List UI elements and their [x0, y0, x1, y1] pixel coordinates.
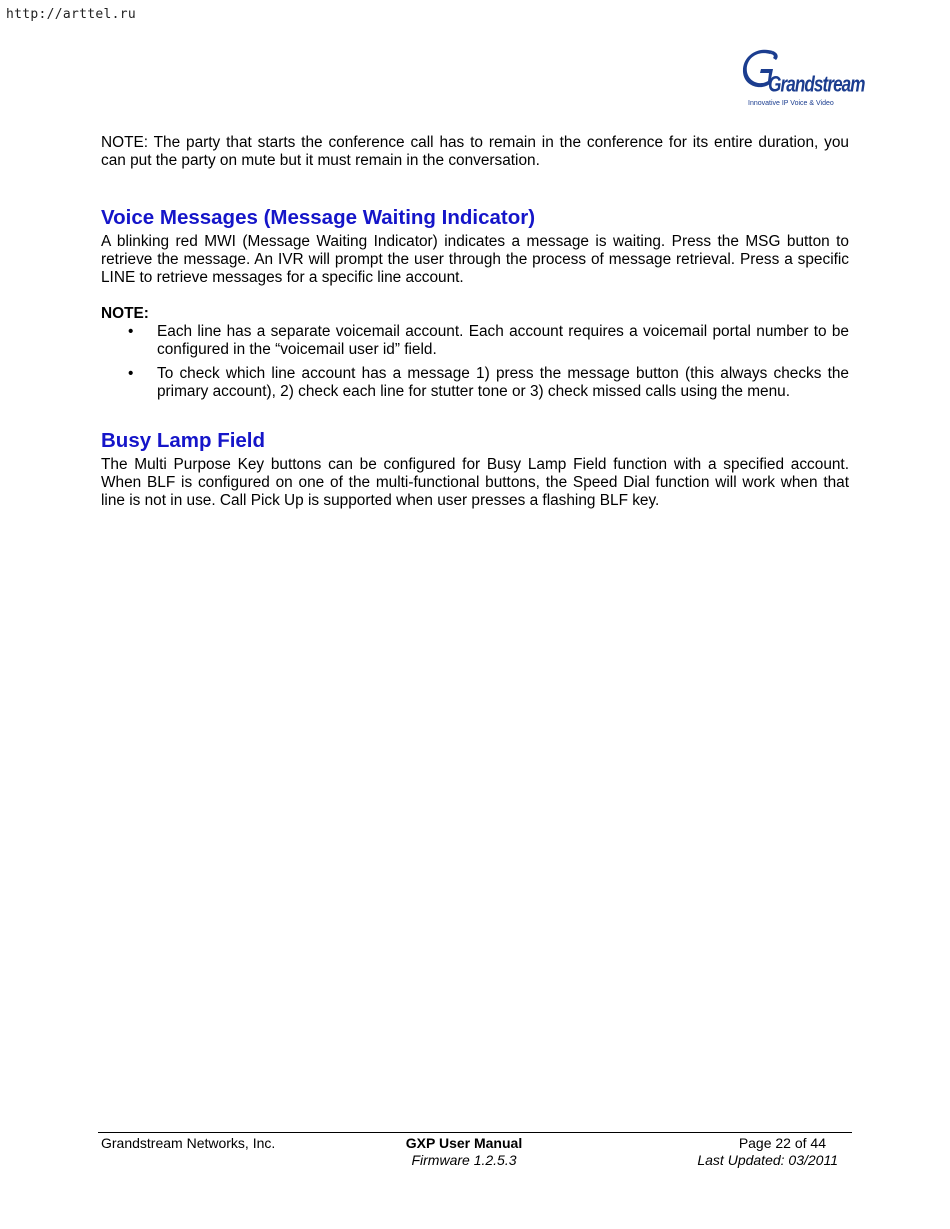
list-item — [101, 323, 849, 359]
grandstream-logo-graphic — [742, 48, 865, 110]
grandstream-logo — [742, 48, 865, 110]
footer-page-number: Page 22 of 44 — [738, 1135, 826, 1151]
footer-firmware: Firmware 1.2.5.3 — [411, 1152, 517, 1168]
conference-note: NOTE: The party that starts the conference call has to remain in the conference for its entire duration, you can put the party on mute but it must remain in the conversation. — [101, 134, 849, 169]
voice-messages-paragraph: A blinking red MWI (Message Waiting Indicator) indicates a message is waiting. Press the MSG button to retrieve the message. An IVR will prompt the user through the process of message retrieval. Press a specific LINE to retrieve messages for a specific line account. — [101, 233, 849, 286]
bullet-icon: • — [128, 365, 134, 382]
footer-page-info — [660, 1135, 838, 1169]
footer-company-name: Grandstream Networks, Inc. — [101, 1135, 276, 1151]
footer-manual-info — [380, 1135, 548, 1169]
section-heading-busy-lamp-field: Busy Lamp Field — [101, 429, 266, 452]
note-label: NOTE: — [101, 305, 149, 322]
page-content — [101, 134, 849, 510]
note-bullet-list — [101, 323, 849, 401]
busy-lamp-field-paragraph: The Multi Purpose Key buttons can be configured for Busy Lamp Field function with a specified account. When BLF is configured on one of the multi-functional buttons, the Speed Dial function will work when that line is not in use. Call Pick Up is supported when user presses a flashing BLF key. — [101, 456, 849, 509]
source-url[interactable]: http://arttel.ru — [6, 7, 137, 22]
footer-divider — [98, 1132, 852, 1133]
footer-company — [101, 1135, 275, 1152]
list-item-text: Each line has a separate voicemail account. Each account requires a voicemail portal number to be configured in the “voicemail user id” field. — [157, 323, 849, 358]
footer-last-updated: Last Updated: 03/2011 — [697, 1152, 838, 1168]
list-item-text: To check which line account has a message 1) press the message button (this always checks the primary account), 2) check each line for stutter tone or 3) check missed calls using the menu. — [157, 365, 849, 400]
logo-wordmark: Grandstream — [768, 72, 865, 98]
footer-manual-title: GXP User Manual — [405, 1135, 523, 1151]
section-heading-voice-messages: Voice Messages (Message Waiting Indicator) — [101, 206, 536, 229]
bullet-icon: • — [128, 323, 134, 340]
logo-tagline: Innovative IP Voice & Video — [748, 100, 834, 107]
list-item — [101, 365, 849, 401]
